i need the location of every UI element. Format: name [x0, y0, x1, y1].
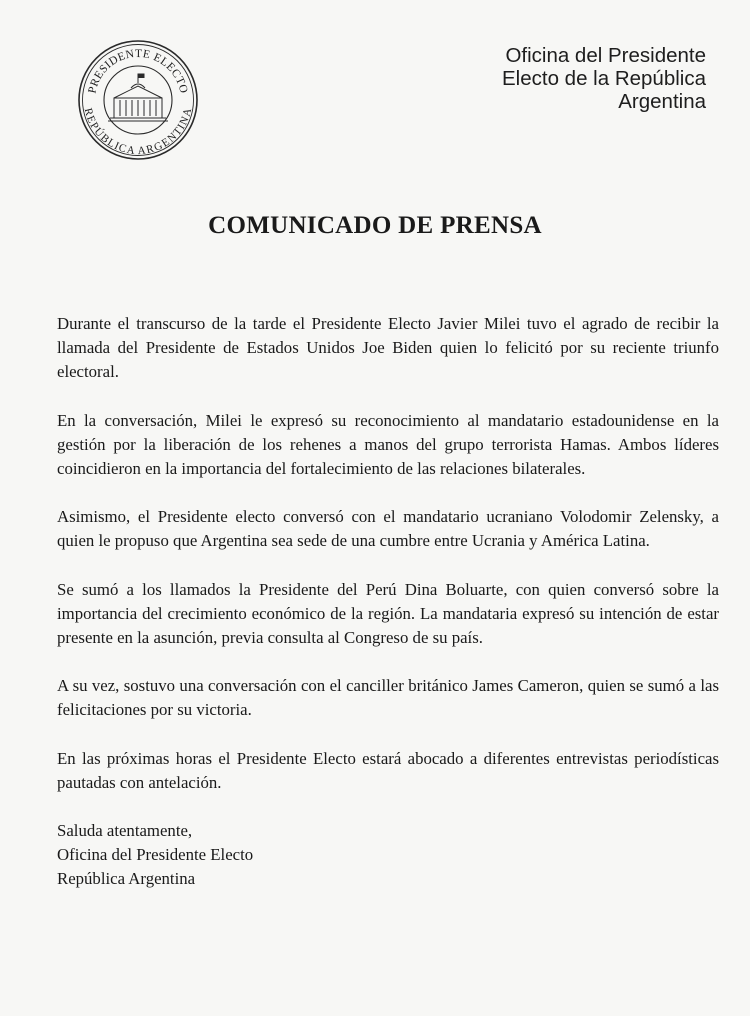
presidential-seal-icon [76, 38, 200, 162]
signature-block [57, 819, 719, 892]
paragraph-5: A su vez, sostuvo una conversación con el canciller británico James Cameron, quien se sumó a las felicitaciones por su victoria. [57, 676, 719, 720]
document-title: COMUNICADO DE PRENSA [208, 212, 542, 239]
office-line-2: Electo de la República [502, 67, 706, 90]
signature-line-1: Saluda atentamente, [57, 821, 193, 841]
svg-text:PRESIDENTE ELECTO [87, 48, 190, 95]
paragraph-3: Asimismo, el Presidente electo conversó con el mandatario ucraniano Volodomir Zelensky, a quien le propuso que Argentina sea sede de una cumbre entre Ucrania y América Latina. [57, 507, 719, 551]
office-line-3: Argentina [618, 90, 706, 113]
office-line-1: Oficina del Presidente [505, 44, 706, 67]
building-icon [108, 74, 168, 121]
office-header [502, 44, 706, 113]
paragraph-6: En las próximas horas el Presidente Electo estará abocado a diferentes entrevistas periodísticas pautadas con antelación. [57, 748, 719, 792]
paragraph-1: Durante el transcurso de la tarde el Presidente Electo Javier Milei tuvo el agrado de recibir la llamada del Presidente de Estados Unidos Joe Biden quien lo felicitó por su reciente triunfo electoral. [57, 314, 719, 382]
paragraph-2: En la conversación, Milei le expresó su reconocimiento al mandatario estadounidense en la gestión por la liberación de los rehenes a manos del grupo terrorista Hamas. Ambos líderes coincidieron en la importancia del fortalecimiento de las relaciones bilaterales. [57, 410, 719, 479]
seal-bottom-text: REPÚBLICA ARGENTINA [81, 106, 195, 158]
paragraph-4: Se sumó a los llamados la Presidente del Perú Dina Boluarte, con quien conversó sobre la importancia del crecimiento económico de la región. La mandataria expresó su intención de estar presente en la asunción, previa consulta al Congreso de su país. [57, 579, 719, 648]
seal-top-text: PRESIDENTE ELECTO [86, 47, 190, 95]
press-release-body [57, 312, 719, 892]
signature-line-2: Oficina del Presidente Electo [57, 845, 254, 865]
signature-line-3: República Argentina [57, 869, 196, 889]
